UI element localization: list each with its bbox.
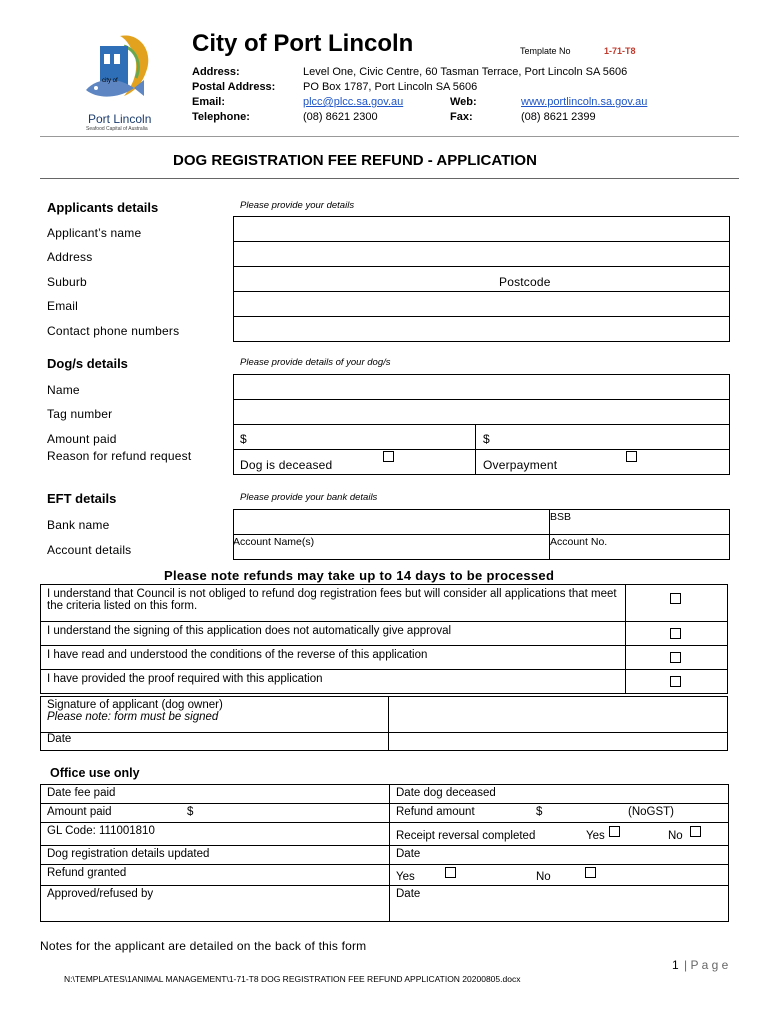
- logo-tagline: Seafood Capital of Australia: [86, 126, 148, 132]
- signature-note: Please note: form must be signed: [47, 711, 219, 723]
- eft-hint: Please provide your bank details: [240, 492, 378, 503]
- dog-heading: Dog/s details: [47, 356, 128, 371]
- phone-label: Contact phone numbers: [47, 324, 180, 338]
- signature-table: [40, 696, 728, 751]
- declaration-text: I understand that Council is not obliged to refund dog registration fees but will consider all applications that meet the criteria listed on this form.: [41, 585, 626, 622]
- declaration-checkbox-4[interactable]: [670, 676, 681, 687]
- telephone-value: (08) 8621 2300: [303, 111, 378, 123]
- reversal-no-label: No: [668, 830, 683, 842]
- office-row-line: [40, 885, 729, 886]
- applicant-heading: Applicants details: [47, 200, 159, 215]
- granted-yes-checkbox[interactable]: [445, 867, 456, 878]
- declaration-check-cell: [626, 622, 728, 646]
- refund-granted-label: Refund granted: [47, 867, 127, 879]
- header-divider: [40, 136, 739, 137]
- reversal-no-checkbox[interactable]: [690, 826, 701, 837]
- declaration-check-cell: [626, 585, 728, 622]
- bsb-field[interactable]: [549, 509, 730, 535]
- signature-label: Signature of applicant (dog owner): [47, 699, 223, 711]
- reversal-yes-label: Yes: [586, 830, 605, 842]
- gl-code-label: GL Code: 111001810: [47, 825, 155, 837]
- reversal-yes-checkbox[interactable]: [609, 826, 620, 837]
- office-row-line: [40, 822, 729, 823]
- no-gst-label: (NoGST): [628, 806, 674, 818]
- approved-date-label: Date: [396, 888, 421, 900]
- office-row-line: [40, 864, 729, 865]
- date-deceased-label: Date dog deceased: [396, 787, 496, 799]
- granted-no-label: No: [536, 871, 551, 883]
- office-column-divider: [389, 784, 390, 922]
- signature-label-cell: [41, 697, 389, 733]
- phone-field[interactable]: [233, 316, 730, 342]
- account-names-label: Account Name(s): [233, 536, 315, 548]
- deceased-checkbox[interactable]: [383, 451, 394, 462]
- bank-name-label: Bank name: [47, 518, 110, 532]
- dollar-sign-2: $: [483, 432, 490, 446]
- address-field[interactable]: [233, 241, 730, 267]
- registration-updated-label: Dog registration details updated: [47, 848, 210, 860]
- signature-field[interactable]: [389, 697, 728, 733]
- signature-date-field[interactable]: [389, 733, 728, 751]
- declaration-row: [41, 622, 728, 646]
- dog-hint: Please provide details of your dog/s: [240, 357, 391, 368]
- form-title: DOG REGISTRATION FEE REFUND - APPLICATION: [173, 152, 537, 169]
- declaration-checkbox-1[interactable]: [670, 593, 681, 604]
- telephone-label: Telephone:: [192, 111, 250, 123]
- port-lincoln-logo-icon: [80, 28, 162, 108]
- bank-name-field[interactable]: [233, 509, 550, 535]
- logo-small-text: city of: [102, 78, 118, 84]
- postcode-label: Postcode: [499, 275, 551, 289]
- file-path: N:\TEMPLATES\1ANIMAL MANAGEMENT\1-71-T8 DOG REGISTRATION FEE REFUND APPLICATION 20200805.docx: [64, 974, 521, 984]
- email-label: Email:: [192, 96, 226, 108]
- template-label: Template No: [520, 46, 571, 56]
- fax-value: (08) 8621 2399: [521, 111, 596, 123]
- account-details-label: Account details: [47, 543, 132, 557]
- eft-heading: EFT details: [47, 491, 117, 506]
- email-field-label: Email: [47, 299, 79, 313]
- applicant-hint: Please provide your details: [240, 200, 355, 211]
- bsb-label: BSB: [550, 511, 572, 523]
- declaration-row: [41, 585, 728, 622]
- approved-by-label: Approved/refused by: [47, 888, 154, 900]
- processing-notice: Please note refunds may take up to 14 days to be processed: [164, 568, 555, 583]
- amount-paid-field-1[interactable]: [233, 424, 476, 450]
- template-number: 1-71-T8: [604, 46, 636, 56]
- address-label: Address:: [192, 66, 240, 78]
- amount-paid-field-2[interactable]: [475, 424, 730, 450]
- postal-label: Postal Address:: [192, 81, 276, 93]
- page-number: 1: [672, 958, 679, 972]
- suburb-label: Suburb: [47, 275, 87, 289]
- dollar-sign-1: $: [240, 432, 247, 446]
- declaration-row: [41, 646, 728, 670]
- suburb-field[interactable]: [233, 266, 730, 292]
- receipt-reversal-label: Receipt reversal completed: [396, 830, 536, 842]
- email-link[interactable]: plcc@plcc.sa.gov.au: [303, 96, 404, 108]
- office-row-line: [40, 845, 729, 846]
- overpayment-checkbox[interactable]: [626, 451, 637, 462]
- postal-value: PO Box 1787, Port Lincoln SA 5606: [303, 81, 478, 93]
- account-no-label: Account No.: [550, 536, 608, 548]
- fax-label: Fax:: [450, 111, 473, 123]
- granted-no-checkbox[interactable]: [585, 867, 596, 878]
- logo-text: Port Lincoln: [88, 112, 152, 126]
- date-fee-paid-label: Date fee paid: [47, 787, 116, 799]
- council-logo: [80, 28, 162, 132]
- applicant-name-label: Applicant’s name: [47, 226, 142, 240]
- updated-date-label: Date: [396, 848, 421, 860]
- declaration-checkbox-3[interactable]: [670, 652, 681, 663]
- signature-date-label: Date: [41, 733, 389, 751]
- refund-amount-dollar: $: [536, 806, 543, 818]
- declarations-table: [40, 584, 728, 694]
- overpayment-label: Overpayment: [483, 458, 558, 472]
- email-field[interactable]: [233, 291, 730, 317]
- dog-name-field[interactable]: [233, 374, 730, 400]
- notes-footer: Notes for the applicant are detailed on the back of this form: [40, 939, 367, 953]
- refund-amount-label: Refund amount: [396, 806, 475, 818]
- declaration-row: [41, 670, 728, 694]
- declaration-text: I understand the signing of this application does not automatically give approval: [41, 622, 626, 646]
- org-name: City of Port Lincoln: [192, 30, 414, 57]
- tag-number-label: Tag number: [47, 407, 113, 421]
- office-amount-paid-label: Amount paid: [47, 806, 112, 818]
- declaration-text: I have provided the proof required with this application: [41, 670, 626, 694]
- deceased-label: Dog is deceased: [240, 458, 333, 472]
- page-word: | P a g e: [684, 958, 729, 972]
- address-value: Level One, Civic Centre, 60 Tasman Terrace, Port Lincoln SA 5606: [303, 66, 628, 78]
- granted-yes-label: Yes: [396, 871, 415, 883]
- declaration-check-cell: [626, 670, 728, 694]
- declaration-checkbox-2[interactable]: [670, 628, 681, 639]
- office-row-line: [40, 803, 729, 804]
- applicant-name-field[interactable]: [233, 216, 730, 242]
- title-divider: [40, 178, 739, 179]
- web-link[interactable]: www.portlincoln.sa.gov.au: [521, 96, 648, 108]
- amount-paid-label: Amount paid: [47, 432, 117, 446]
- reason-label: Reason for refund request: [47, 449, 192, 463]
- web-label: Web:: [450, 96, 477, 108]
- office-amount-dollar: $: [187, 806, 194, 818]
- dog-name-label: Name: [47, 383, 80, 397]
- declaration-text: I have read and understood the conditions of the reverse of this application: [41, 646, 626, 670]
- address-field-label: Address: [47, 250, 93, 264]
- declaration-check-cell: [626, 646, 728, 670]
- office-heading: Office use only: [50, 766, 140, 780]
- tag-number-field[interactable]: [233, 399, 730, 425]
